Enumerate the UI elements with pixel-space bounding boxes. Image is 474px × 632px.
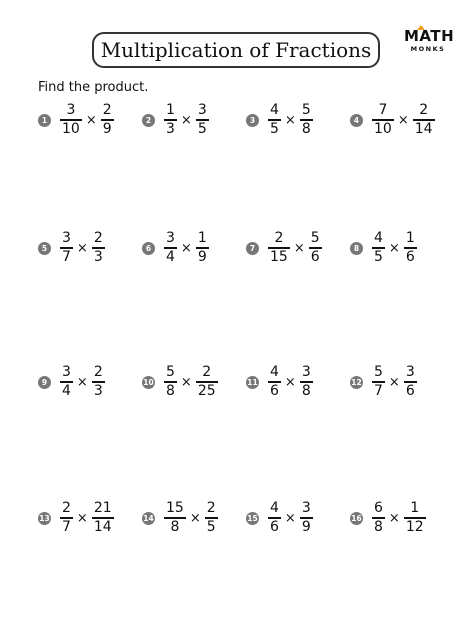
multiply-sign: ×: [293, 240, 305, 256]
fraction-a: [60, 365, 73, 398]
numerator: 2: [62, 500, 71, 517]
denominator: 4: [62, 382, 71, 399]
multiply-sign: ×: [284, 112, 296, 128]
multiply-sign: ×: [180, 374, 192, 390]
numerator: 3: [301, 500, 311, 517]
denominator: 10: [374, 120, 392, 137]
problem-7: [246, 230, 323, 266]
denominator: 4: [166, 248, 175, 265]
problem-number-badge: 8: [350, 242, 363, 255]
multiply-sign: ×: [180, 240, 192, 256]
numerator: 21: [93, 500, 112, 517]
numerator: 3: [62, 364, 71, 381]
problem-10: [142, 364, 219, 400]
problem-13: [38, 500, 115, 536]
numerator: 2: [202, 364, 212, 381]
numerator: 4: [270, 364, 279, 381]
fraction-b: [196, 103, 209, 136]
numerator: 2: [274, 230, 284, 247]
denominator: 15: [270, 248, 288, 265]
logo-main-text: MATH: [404, 27, 455, 45]
problem-3: [246, 102, 314, 138]
numerator: 4: [270, 102, 279, 119]
denominator: 6: [270, 518, 279, 535]
problem-12: [350, 364, 418, 400]
problem-2: [142, 102, 210, 138]
denominator: 7: [62, 518, 71, 535]
denominator: 7: [374, 382, 383, 399]
problem-9: [38, 364, 106, 400]
problem-number-badge: 1: [38, 114, 51, 127]
fraction-a: [164, 103, 177, 136]
multiply-sign: ×: [76, 240, 88, 256]
problem-number-badge: 4: [350, 114, 363, 127]
fraction-a: [60, 501, 73, 534]
numerator: 1: [166, 102, 175, 119]
denominator: 8: [301, 120, 311, 137]
problem-number-badge: 7: [246, 242, 259, 255]
numerator: 1: [405, 230, 415, 247]
numerator: 3: [66, 102, 76, 119]
fraction-a: [268, 501, 281, 534]
denominator: 7: [62, 248, 71, 265]
denominator: 9: [102, 120, 112, 137]
multiply-sign: ×: [76, 374, 88, 390]
fraction-b: [92, 365, 105, 398]
multiply-sign: ×: [388, 510, 400, 526]
numerator: 7: [378, 102, 388, 119]
numerator: 5: [301, 102, 311, 119]
problem-6: [142, 230, 210, 266]
multiply-sign: ×: [284, 510, 296, 526]
fraction-a: [268, 231, 290, 264]
problem-number-badge: 13: [39, 513, 50, 523]
fraction-b: [196, 231, 209, 264]
denominator: 8: [301, 382, 311, 399]
fraction-a: [372, 501, 385, 534]
problem-11: [246, 364, 314, 400]
fraction-a: [372, 103, 394, 136]
fraction-b: [92, 231, 105, 264]
fraction-b: [300, 501, 313, 534]
problem-number-badge: 3: [246, 114, 259, 127]
denominator: 12: [405, 518, 424, 535]
denominator: 25: [197, 382, 216, 399]
logo-sub-text: MONKS: [410, 45, 446, 53]
denominator: 9: [301, 518, 311, 535]
fraction-b: [413, 103, 435, 136]
numerator: 5: [374, 364, 383, 381]
problem-number-badge: 15: [247, 513, 258, 523]
problem-number-badge: 6: [142, 242, 155, 255]
fraction-b: [300, 365, 313, 398]
multiply-sign: ×: [85, 112, 97, 128]
numerator: 3: [166, 230, 175, 247]
fraction-a: [164, 231, 177, 264]
denominator: 5: [206, 518, 216, 535]
fraction-a: [164, 501, 186, 534]
numerator: 2: [102, 102, 112, 119]
denominator: 8: [374, 518, 383, 535]
multiply-sign: ×: [180, 112, 192, 128]
denominator: 3: [166, 120, 175, 137]
denominator: 5: [197, 120, 207, 137]
problem-16: [350, 500, 427, 536]
numerator: 3: [405, 364, 415, 381]
fraction-a: [268, 365, 281, 398]
multiply-sign: ×: [388, 240, 400, 256]
denominator: 9: [197, 248, 207, 265]
math-monks-logo: [404, 27, 455, 58]
denominator: 6: [405, 382, 415, 399]
fraction-b: [205, 501, 218, 534]
fraction-a: [372, 365, 385, 398]
fraction-b: [92, 501, 114, 534]
denominator: 14: [93, 518, 112, 535]
denominator: 10: [62, 120, 80, 137]
problem-number-badge: 10: [143, 377, 154, 387]
worksheet-title: Multiplication of Fractions: [100, 38, 372, 62]
fraction-a: [372, 231, 385, 264]
logo-caret-icon: [417, 25, 425, 30]
problem-15: [246, 500, 314, 536]
problem-number-badge: 12: [351, 377, 362, 387]
numerator: 2: [93, 230, 103, 247]
fraction-a: [268, 103, 281, 136]
title-box: [92, 32, 380, 68]
numerator: 5: [166, 364, 175, 381]
numerator: 15: [166, 500, 184, 517]
fraction-b: [309, 231, 322, 264]
numerator: 3: [197, 102, 207, 119]
numerator: 6: [374, 500, 383, 517]
numerator: 3: [301, 364, 311, 381]
numerator: 2: [419, 102, 429, 119]
denominator: 6: [270, 382, 279, 399]
problem-5: [38, 230, 106, 266]
problem-number-badge: 9: [38, 376, 51, 389]
numerator: 1: [410, 500, 420, 517]
denominator: 8: [166, 382, 175, 399]
fraction-b: [404, 231, 417, 264]
fraction-a: [60, 231, 73, 264]
numerator: 4: [374, 230, 383, 247]
numerator: 3: [62, 230, 71, 247]
problem-8: [350, 230, 418, 266]
problem-1: [38, 102, 115, 138]
denominator: 6: [405, 248, 415, 265]
problem-number-badge: 14: [143, 513, 154, 523]
instructions: Find the product.: [38, 80, 149, 95]
multiply-sign: ×: [189, 510, 201, 526]
problem-number-badge: 16: [351, 513, 362, 523]
fraction-b: [404, 365, 417, 398]
problem-number-badge: 11: [247, 377, 258, 387]
denominator: 3: [93, 382, 103, 399]
fraction-b: [300, 103, 313, 136]
denominator: 5: [270, 120, 279, 137]
numerator: 4: [270, 500, 279, 517]
denominator: 5: [374, 248, 383, 265]
multiply-sign: ×: [388, 374, 400, 390]
numerator: 5: [310, 230, 320, 247]
numerator: 1: [197, 230, 207, 247]
multiply-sign: ×: [284, 374, 296, 390]
fraction-a: [164, 365, 177, 398]
problem-number-badge: 2: [142, 114, 155, 127]
fraction-b: [196, 365, 218, 398]
multiply-sign: ×: [397, 112, 409, 128]
problem-14: [142, 500, 219, 536]
fraction-a: [60, 103, 82, 136]
fraction-b: [404, 501, 426, 534]
problem-number-badge: 5: [38, 242, 51, 255]
problem-4: [350, 102, 436, 138]
denominator: 14: [414, 120, 433, 137]
multiply-sign: ×: [76, 510, 88, 526]
denominator: 8: [170, 518, 180, 535]
numerator: 2: [93, 364, 103, 381]
fraction-b: [101, 103, 114, 136]
numerator: 2: [206, 500, 216, 517]
denominator: 6: [310, 248, 320, 265]
denominator: 3: [93, 248, 103, 265]
